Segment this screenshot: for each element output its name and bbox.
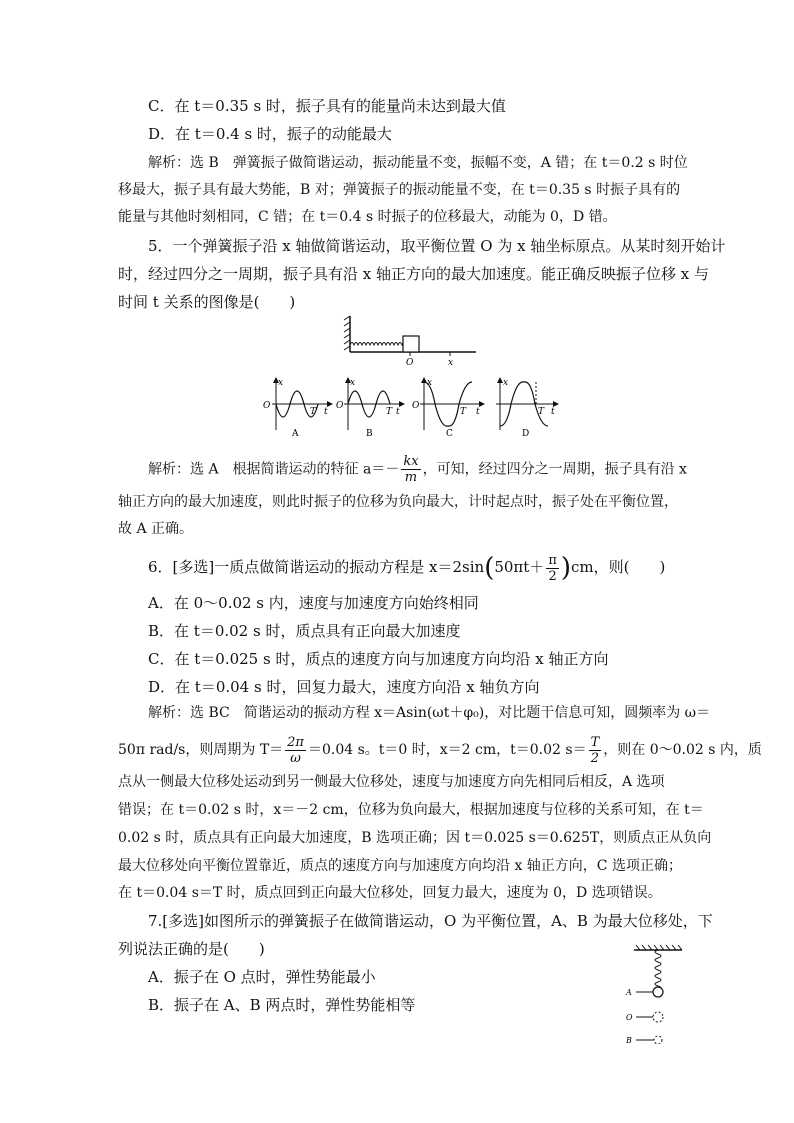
svg-text:T: T (310, 407, 317, 417)
question-6-stem: 6．[多选]一质点做简谐运动的振动方程是 x＝2sin(50πt＋ $\frac{\pi}{2}$ )cm，则( ) (148, 552, 666, 584)
svg-text:O: O (412, 401, 420, 411)
question-5-line-2: 时，经过四分之一周期，振子具有沿 x 轴正方向的最大加速度。能正确反映振子位移 x 与 (118, 265, 709, 283)
graph-label-a: A (292, 429, 299, 439)
spring-icon (655, 950, 661, 990)
graph-label-b: B (366, 429, 373, 439)
solution-4-line-3: 能量与其他时刻相同，C 错；在 t＝0.4 s 时振子的位移最大，动能为 0，D 错。 (118, 209, 617, 225)
question-7-option-a: A．振子在 O 点时，弹性势能最小 (148, 968, 376, 986)
block-icon (403, 336, 419, 352)
origin-label: O (406, 358, 414, 368)
svg-text:x: x (427, 378, 433, 388)
svg-text:x: x (503, 378, 509, 388)
point-a-label: A (626, 988, 632, 997)
solution-5-line-1: 解析：选 A 根据简谐运动的特征 a＝－ $\frac{kx}{m}$ ，可知，经过四分之一周期，振子具有沿 x (148, 454, 687, 485)
x-axis-label: x (448, 358, 454, 368)
svg-text:t: t (476, 407, 480, 417)
solution-6-line-7: 在 t＝0.04 s＝T 时，质点回到正向最大位移处，回复力最大，速度为 0，D 选项错误。 (118, 885, 662, 901)
svg-text:t: t (551, 407, 555, 417)
svg-text:T: T (386, 407, 393, 417)
solution-6-line-2: 50π rad/s，则周期为 T＝ $\frac{2\pi}{\omega}$ ＝0.04 s。t＝0 时，x＝2 cm，t＝0.02 s＝ $\frac{T}{2}$ ，则在 0～0.02 s 内，质 (118, 734, 762, 766)
question-6-option-c: C．在 t＝0.025 s 时，质点的速度方向与加速度方向均沿 x 轴正方向 (148, 650, 609, 668)
spring-icon (350, 343, 406, 346)
svg-text:t: t (324, 407, 328, 417)
solution-5-line-3: 故 A 正确。 (118, 521, 194, 537)
svg-text:T: T (538, 407, 545, 417)
solution-6-line-1: 解析：选 BC 简谐运动的振动方程 x＝Asin(ωt＋φ₀)，对比题干信息可知，圆频率为 ω＝ (148, 705, 711, 721)
question-5-line-3: 时间 t 关系的图像是( ) (118, 293, 296, 311)
graph-b (336, 378, 404, 439)
graph-c (412, 378, 484, 439)
solution-6-line-4: 错误；在 t＝0.02 s 时，x＝－2 cm，位移为负向最大，根据加速度与位移的关系可知，在 t＝ (118, 802, 704, 818)
solution-4-line-1: 解析：选 B 弹簧振子做简谐运动，振动能量不变，振幅不变，A 错；在 t＝0.2 s 时位 (148, 155, 688, 171)
svg-text:x: x (350, 378, 356, 388)
svg-text:t: t (396, 407, 400, 417)
question-7-line-2: 列说法正确的是( ) (118, 940, 265, 958)
graph-d (496, 378, 558, 439)
ball-at-o-icon (653, 1012, 663, 1022)
question-6-option-a: A．在 0～0.02 s 内，速度与加速度方向始终相同 (148, 594, 479, 612)
ball-at-b-icon (654, 1036, 662, 1044)
ceiling-icon (634, 945, 682, 950)
solution-6-line-3: 点从一侧最大位移处运动到另一侧最大位移处，速度与加速度方向先相同后相反，A 选项 (118, 774, 665, 790)
solution-6-line-5: 0.02 s 时，质点具有正向最大加速度，B 选项正确；因 t＝0.025 s＝0.625T，则质点正从负向 (118, 830, 712, 846)
ball-at-a-icon (653, 987, 663, 997)
svg-text:O: O (336, 401, 344, 411)
question-7-option-b: B．振子在 A、B 两点时，弹性势能相等 (148, 996, 416, 1014)
spring-oscillator-figure (340, 312, 480, 368)
point-o-label: O (626, 1013, 633, 1022)
graph-label-c: C (446, 429, 453, 439)
svg-text:T: T (460, 407, 467, 417)
question-5-line-1: 5．一个弹簧振子沿 x 轴做简谐运动，取平衡位置 O 为 x 轴坐标原点。从某时刻开始计 (148, 237, 726, 255)
graph-a (263, 378, 332, 439)
option-c-prev: C．在 t＝0.35 s 时，振子具有的能量尚未达到最大值 (148, 97, 506, 115)
solution-6-line-6: 最大位移处向平衡位置靠近，质点的速度方向与加速度方向均沿 x 轴正方向，C 选项正确； (118, 858, 682, 874)
question-7-line-1: 7.[多选]如图所示的弹簧振子在做简谐运动，O 为平衡位置，A、B 为最大位移处，下 (148, 912, 713, 930)
svg-text:O: O (263, 401, 271, 411)
point-b-label: B (626, 1036, 632, 1044)
question-6-option-d: D．在 t＝0.04 s 时，回复力最大，速度方向沿 x 轴负方向 (148, 678, 540, 696)
solution-4-line-2: 移最大，振子具有最大势能，B 对；弹簧振子的振动能量不变，在 t＝0.35 s 时振子具有的 (118, 182, 681, 198)
question-6-option-b: B．在 t＝0.02 s 时，质点具有正向最大加速度 (148, 622, 461, 640)
option-d-prev: D．在 t＝0.4 s 时，振子的动能最大 (148, 125, 392, 143)
wall-icon (344, 316, 350, 352)
solution-5-line-2: 轴正方向的最大加速度，则此时振子的位移为负向最大，计时起点时，振子处在平衡位置， (118, 494, 678, 510)
vertical-spring-figure (620, 944, 686, 1044)
svg-text:x: x (278, 378, 284, 388)
xt-graph-options (258, 374, 566, 444)
graph-label-d: D (522, 429, 530, 439)
